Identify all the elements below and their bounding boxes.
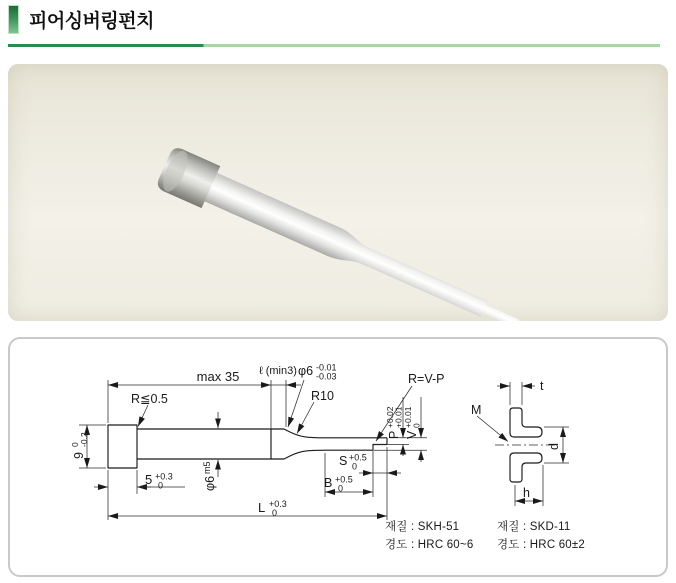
workpiece-material-text: 재질 : SKD-11 (497, 521, 571, 533)
svg-text:+0.3: +0.3 (155, 471, 173, 482)
svg-text:S: S (339, 454, 348, 468)
technical-drawing (8, 337, 668, 577)
green-bullet-icon (8, 5, 19, 34)
dim-r10-label: R10 (311, 389, 334, 403)
svg-text:+0.02: +0.02 (385, 406, 395, 428)
svg-text:+0.5: +0.5 (349, 452, 367, 463)
workpiece-section-outline (495, 408, 555, 482)
dim-tip-length-label (324, 475, 353, 494)
svg-text:d: d (547, 443, 561, 450)
svg-text:m5: m5 (202, 461, 212, 474)
svg-text:-0.2: -0.2 (79, 432, 89, 447)
svg-text:0: 0 (411, 423, 422, 428)
svg-text:P: P (387, 430, 401, 439)
product-photo-panel (8, 64, 668, 321)
dim-shank-diameter-label (202, 461, 217, 491)
svg-text:0: 0 (272, 508, 278, 518)
svg-text:φ6: φ6 (298, 364, 314, 378)
svg-text:+0.01: +0.01 (403, 406, 413, 428)
svg-text:-0.03: -0.03 (316, 371, 337, 382)
svg-text:0: 0 (70, 442, 80, 447)
svg-text:V: V (405, 430, 419, 439)
punch-hardness-text: 경도 : HRC 60~6 (385, 539, 474, 551)
page-header (8, 5, 154, 34)
page-title: 피어싱버링펀치 (29, 11, 154, 32)
technical-drawing-panel (8, 337, 668, 577)
dim-overall-length-label (258, 499, 287, 518)
dim-pilot-diameter-label (385, 406, 404, 439)
dim-shoulder-diameter-label (403, 406, 422, 439)
dim-r-formula-label: R=V-P (408, 372, 445, 386)
svg-text:+0.5: +0.5 (335, 474, 353, 485)
svg-text:L: L (258, 500, 266, 515)
svg-text:5: 5 (145, 472, 153, 487)
svg-text:+0.01: +0.01 (393, 406, 404, 428)
svg-text:0: 0 (338, 483, 344, 494)
svg-text:9: 9 (72, 452, 86, 459)
punch-photo-shape (155, 145, 528, 321)
punch-photo (8, 64, 668, 321)
dim-max-length-label: max 35 (196, 369, 240, 384)
svg-text:0: 0 (352, 461, 358, 472)
svg-text:-0.01: -0.01 (316, 362, 337, 373)
dim-burr-height-label: h (523, 486, 530, 500)
svg-text:+0.3: +0.3 (269, 499, 287, 509)
punch-material-text: 재질 : SKH-51 (385, 521, 460, 533)
dim-pilot-length-label (339, 453, 367, 472)
workpiece-hardness-text: 경도 : HRC 60±2 (497, 539, 586, 551)
dim-tip-diameter-label (298, 363, 337, 382)
dim-sheet-thickness-label: t (540, 379, 544, 393)
svg-text:0: 0 (158, 480, 164, 491)
svg-text:φ6: φ6 (203, 475, 217, 491)
svg-text:B: B (324, 476, 333, 490)
dim-burr-mark-label: M (471, 403, 482, 417)
dim-head-thickness-label (145, 472, 173, 491)
dim-land-label: ℓ (min3) (259, 365, 297, 377)
dim-burr-diameter-label (547, 443, 561, 450)
dim-head-radius-label: R≦0.5 (131, 392, 168, 406)
dim-head-diameter-label (70, 432, 89, 459)
header-divider (8, 44, 660, 47)
